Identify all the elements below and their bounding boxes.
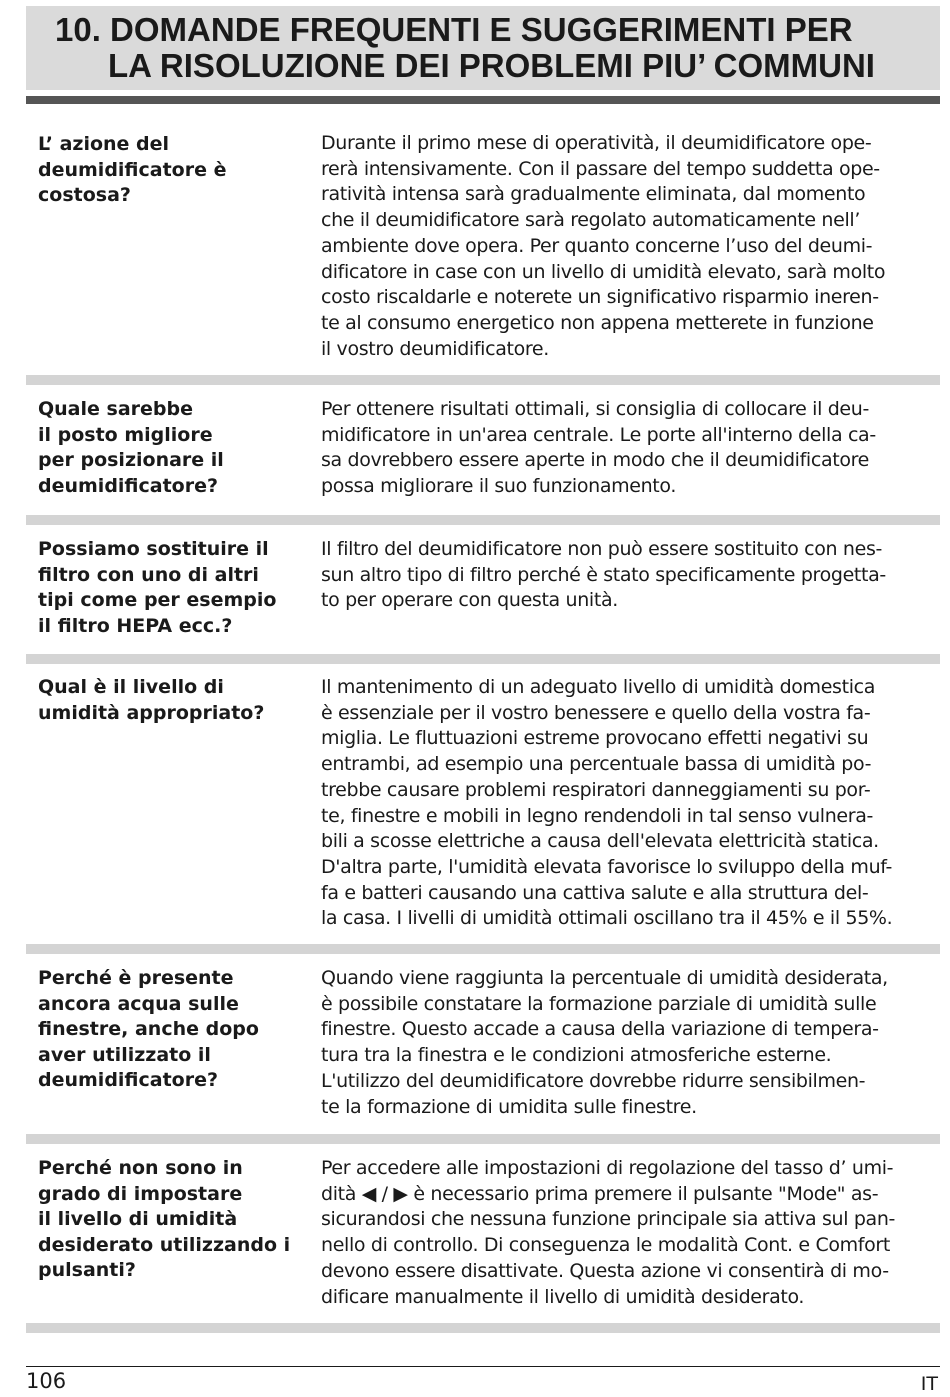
page-title-line-2: LA RISOLUZIONE DEI PROBLEMI PIU’ COMMUNI <box>108 47 875 84</box>
faq-answer-6: Per accedere alle impostazioni di regolazione del tasso d’ umi- dità ◀ / ▶ è necessario prima premere il pulsante "Mode" as- sicurandosi che nessuna funzione principale sia attiva sul pan- nello di controllo. Di conseguenza le modalità Cont. e Comfort devono essere disattivate. Questa azione vi consentirà di mo- dificare manualmente il livello di umidità desiderato. <box>321 1157 896 1308</box>
faq-divider <box>26 375 940 385</box>
faq-answer-5: Quando viene raggiunta la percentuale di umidità desiderata, è possibile constatare la formazione parziale di umidità sulle finestre. Questo accade a causa della variazione di tempera- tura tra la finestra e le condizioni atmosferiche esterne. L'utilizzo del deumidificatore dovrebbe ridurre sensibilmen- te la formazione di umidita sulle finestre. <box>321 967 888 1118</box>
faq-divider <box>26 1323 940 1333</box>
footer-rule <box>26 1366 940 1367</box>
page-title <box>55 12 875 84</box>
faq-divider <box>26 654 940 664</box>
faq-divider <box>26 1134 940 1144</box>
language-code: IT <box>920 1373 938 1395</box>
faq-question-3: Possiamo sostituire il filtro con uno di altri tipi come per esempio il filtro HEPA ecc.? <box>38 538 277 637</box>
faq-question-1: L’ azione del deumidificatore è costosa? <box>38 133 227 206</box>
header-rule <box>26 96 940 104</box>
faq-divider <box>26 944 940 954</box>
faq-question-5: Perché è presente ancora acqua sulle finestre, anche dopo aver utilizzato il deumidificatore? <box>38 967 259 1091</box>
faq-answer-1: Durante il primo mese di operatività, il deumidificatore ope- rerà intensivamente. Con il passare del tempo suddetta ope- ratività intensa sarà gradualmente eliminata, dal momento che il deumidificatore sarà regolato automaticamente nell’ ambiente dove opera. Per quanto concerne l’uso del deumi- dificatore in case con un livello di umidità elevato, sarà molto costo riscaldarle e noterete un significativo risparmio ineren- te al consumo energetico non appena metterete in funzione il vostro deumidificatore. <box>321 132 886 360</box>
faq-answer-2: Per ottenere risultati ottimali, si consiglia di collocare il deu- midificatore in un'area centrale. Le porte all'interno della ca- sa dovrebbero essere aperte in modo che il deumidificatore possa migliorare il suo funzionamento. <box>321 398 876 498</box>
faq-answer-3: Il filtro del deumidificatore non può essere sostituito con nes- sun altro tipo di filtro perché è stato specificamente progetta- to per operare con questa unità. <box>321 538 886 612</box>
faq-question-6: Perché non sono in grado di impostare il livello di umidità desiderato utilizzando i pulsanti? <box>38 1157 291 1281</box>
page-title-line-1: 10. DOMANDE FREQUENTI E SUGGERIMENTI PER <box>55 11 853 48</box>
page-number: 106 <box>26 1369 67 1393</box>
faq-question-2: Quale sarebbe il posto migliore per posizionare il deumidificatore? <box>38 398 224 497</box>
faq-answer-4: Il mantenimento di un adeguato livello di umidità domestica è essenziale per il vostro benessere e quello della vostra fa- miglia. Le fluttuazioni estreme provocano effetti negativi su entrambi, ad esempio una percentuale bassa di umidità po- trebbe causare problemi respiratori danneggiamenti su por- te, finestre e mobili in legno rendendoli in tal senso vulnera- bili a scosse elettriche a causa dell'elevata elettricità statica. D'altra parte, l'umidità elevata favorisce lo sviluppo della muf- fa e batteri causando una cattiva salute e alla struttura del- la casa. I livelli di umidità ottimali oscillano tra il 45% e il 55%. <box>321 676 893 930</box>
faq-divider <box>26 515 940 525</box>
faq-question-4: Qual è il livello di umidità appropriato? <box>38 676 265 724</box>
